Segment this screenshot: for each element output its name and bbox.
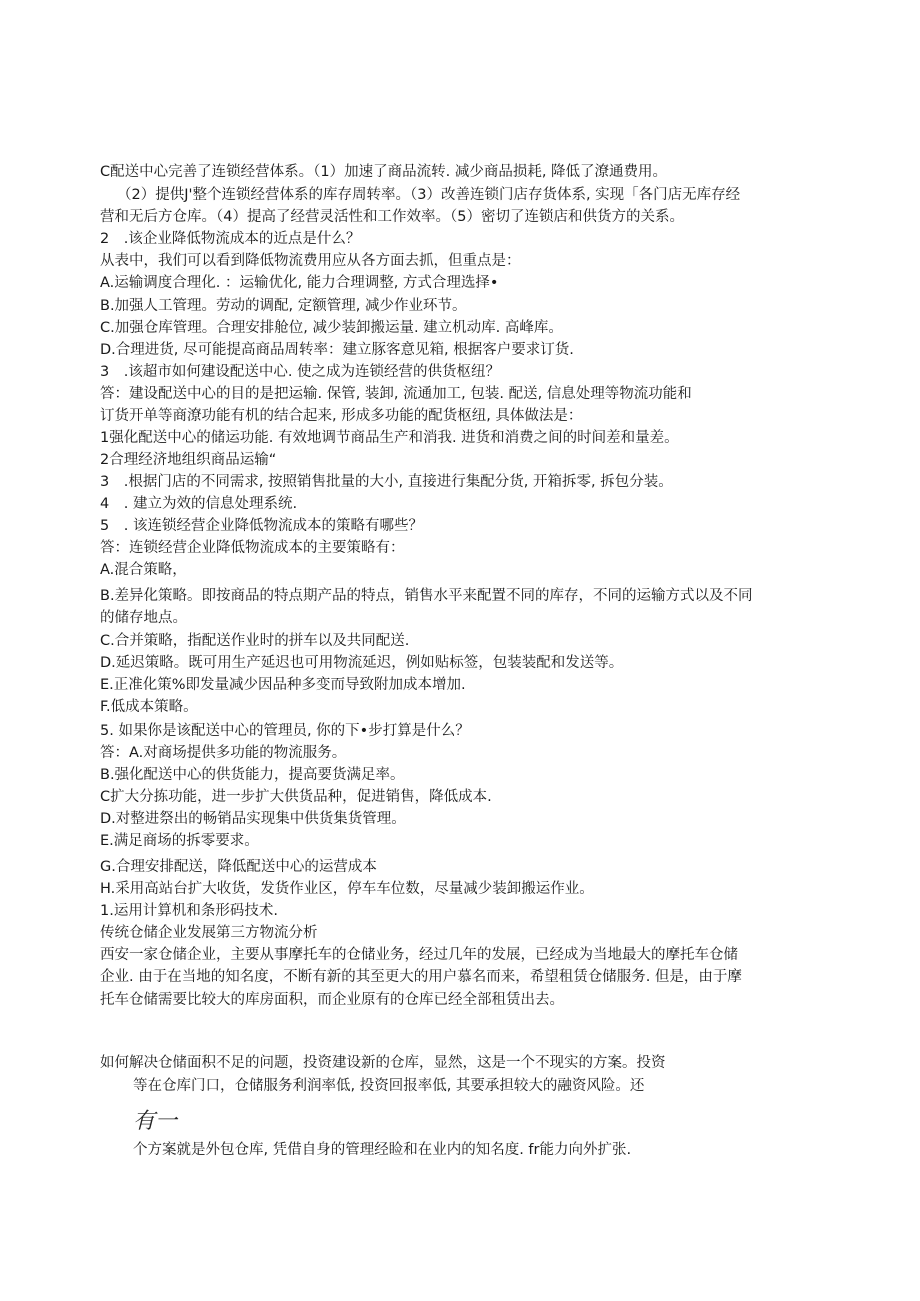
- text-line: B.差异化策略。即按商品的特点期产品的特点，销售水平来配置不同的库存，不同的运输方式以及不同: [100, 588, 753, 604]
- section-title: 传统仓储企业发展第三方物流分析: [100, 925, 318, 941]
- text-line: 2合理经济地组织商品运输“: [100, 452, 277, 468]
- text-line: A.混合策略，: [100, 562, 187, 578]
- text-line: C.合并策略，指配送作业时的拼车以及共同配送.: [100, 633, 410, 649]
- handwritten-note: 有一: [133, 1109, 178, 1134]
- text-line: 的储存地点。: [100, 610, 187, 626]
- text-line: 答：建设配送中心的目的是把运输. 保管, 装卸, 流通加工, 包装. 配送, 信息处理等物流功能和: [100, 386, 692, 402]
- text-line: F.低成本策略。: [100, 699, 198, 715]
- text-line: D.对整进祭出的畅销品实现集中供货集货管理。: [100, 811, 406, 827]
- text-line: E.正准化策%即发量减少因品种多变而导致附加成本增加.: [100, 677, 466, 693]
- text-line: 订货开单等商潦功能有机的结合起来, 形成多功能的配货枢纽, 具体做法是：: [100, 408, 583, 424]
- text-line: E.满足商场的拆零要求。: [100, 833, 259, 849]
- text-line: B.强化配送中心的供货能力，提高要货满足率。: [100, 767, 405, 783]
- text-line: 1.运用计算机和条形码技术.: [100, 903, 278, 919]
- text-line: A.运输调度合理化. ：运输优化, 能力合理调整, 方式合理选择•: [100, 275, 499, 291]
- text-line: G.合理安排配送，降低配送中心的运营成本: [100, 859, 377, 875]
- text-line: 从表中，我们可以看到降低物流费用应从各方面去抓，但重点是：: [100, 253, 521, 269]
- text-line: 3 .根据门店的不同需求, 按照销售批量的大小, 直接进行集配分货, 开箱拆零, 拆包分装。: [100, 474, 673, 490]
- text-line: 2 .该企业降低物流成本的近点是什么？: [100, 231, 361, 247]
- text-line: D.延迟策略。既可用生产延迟也可用物流延迟，例如贴标签，包装装配和发送等。: [100, 655, 624, 671]
- text-line: 托车仓储需要比较大的库房面积，而企业原有的仓库已经全部租赁出去。: [100, 992, 564, 1008]
- text-line: 5 . 该连锁经营企业降低物流成本的策略有哪些？: [100, 518, 423, 534]
- text-line: C.加强仓库管理。合理安排舱位, 减少装卸搬运量. 建立机动库. 高峰库。: [100, 320, 563, 336]
- text-line: 3 .该超市如何建设配送中心. 使之成为连锁经营的供货枢纽？: [100, 364, 501, 380]
- text-line: 企业. 由于在当地的知名度，不断有新的其至更大的用户慕名而来，希望租赁仓储服务. 但是，由于摩: [100, 969, 742, 985]
- text-line: 答：A.对商场提供多功能的物流服务。: [100, 745, 347, 761]
- text-line: 答：连锁经营企业降低物流成本的主要策略有：: [100, 540, 405, 556]
- text-line: 5. 如果你是该配送中心的管理员, 你的下•步打算是什么？: [100, 723, 470, 739]
- text-line: 营和无后方仓库。（4）提高了经营灵活性和工作效率。（5）密切了连锁店和供货方的关系。: [100, 209, 684, 225]
- text-line: 个方案就是外包仓库, 凭借自身的管理经睑和在业内的知名度. fr能力向外扩张.: [133, 1142, 632, 1158]
- text-line: 1强化配送中心的储运功能. 有效地调节商品生产和消我. 进货和消费之间的时间差和量差。: [100, 430, 679, 446]
- text-line: B.加强人工管理。劳动的调配, 定额管理, 减少作业环节。: [100, 298, 467, 314]
- text-line: （2）提供J'整个连锁经营体系的库存周转率。（3）改善连锁门店存货体系, 实现「各门店无库存经: [117, 187, 741, 203]
- text-line: 4 . 建立为效的信息处理系统.: [100, 496, 298, 512]
- text-line: C扩大分拣功能，进一步扩大供货品种，促进销售，降低成本.: [100, 789, 492, 805]
- text-line: H.采用高站台扩大收货，发货作业区，停车车位数，尽量减少装卸搬运作业。: [100, 881, 594, 897]
- text-line: D.合理进货, 尽可能提高商品周转率：建立豚客意见箱, 根据客户要求订货.: [100, 342, 574, 358]
- text-line: 等在仓库门口，仓储服务利润率低, 投资回报率低, 其要承担较大的融资风险。还: [133, 1078, 645, 1094]
- text-line: C配送中心完善了连锁经营体系。（1）加速了商品流转. 减少商品损耗, 降低了潦通费用。: [100, 164, 668, 180]
- text-line: 西安一家仓储企业，主要从事摩托车的仓储业务，经过几年的发展，已经成为当地最大的摩托车仓储: [100, 947, 738, 963]
- text-line: 如何解决仓储面积不足的问题，投资建设新的仓库，显然，这是一个不现实的方案。投资: [100, 1055, 666, 1071]
